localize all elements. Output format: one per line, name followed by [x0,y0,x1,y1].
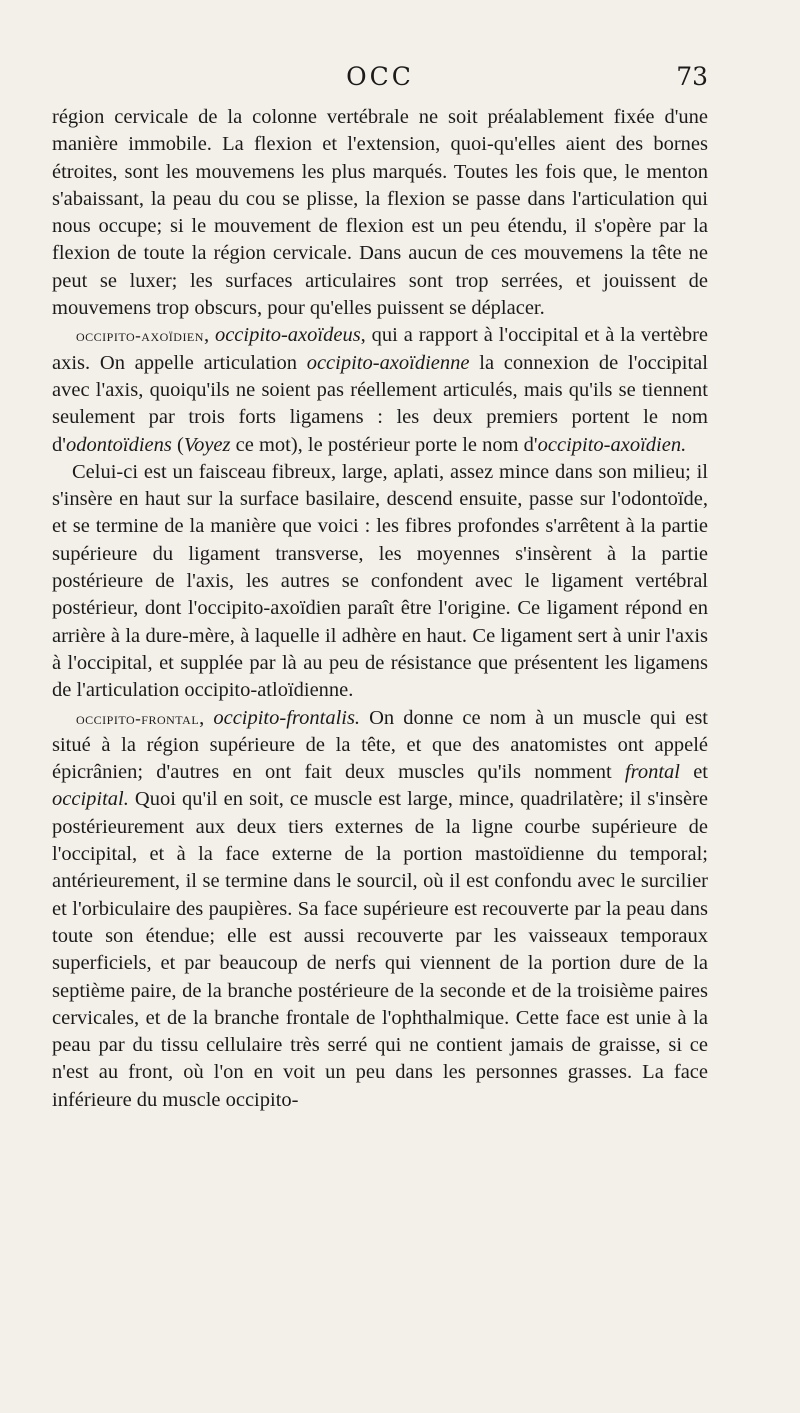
running-head [52,62,708,104]
entry-italic-term: Voyez [183,433,231,456]
entry-occipito-frontal: occipito-frontal, occipito-frontalis. On donne ce nom à un muscle qui est situé à la région supérieure de la tête, et que des anatomistes ont appelé épicrânien; d'autres en ont fait deux muscles qu'ils nomment frontal et occipital. Quoi qu'il en soit, ce muscle est large, mince, quadrilatère; il s'insère postérieurement aux deux tiers externes de la ligne courbe supérieure de l'occipital, et à la face externe de la portion mastoïdienne du temporal; antérieurement, il se termine dans le sourcil, où il est confondu avec le surcilier et l'orbiculaire des paupières. Sa face supérieure est recouverte par la peau dans toute son étendue; elle est aussi recouverte par les vaisseaux temporaux superficiels, et par beaucoup de nerfs qui viennent de la portion dure de la septième paire, de la branche postérieure de la seconde et de la troisième paires cervicales, et de la branche frontale de l'ophthalmique. Cette face est unie à la peau par du tissu cellulaire très serré qui ne contient jamais de graisse, si ce n'est au front, où l'on en voit un peu dans les personnes grasses. La face inférieure du muscle occipito- [52,706,709,1111]
body-text [52,104,708,1114]
entry-italic-term: odontoïdiens [65,433,172,456]
entry-latin-term: occipito-axoïdeus [214,324,361,347]
entry-text: ( [171,433,184,456]
entry-text: la connexion de l'occipital avec l'axis, quoiqu'ils ne soient pas réellement articulés, mais qu'ils se tiennent seulement par trois forts ligamens : les deux premiers portent le nom d' [52,351,708,456]
page-number: 73 [676,62,708,91]
paragraph-ligament: Celui-ci est un faisceau fibreux, large, aplati, assez mince dans son milieu; il s'insère en haut sur la surface basilaire, descend ensuite, passe sur l'odontoïde, et se termine de la manière que voici : les fibres profondes s'arrêtent à la partie supérieure du ligament transverse, les moyennes s'insèrent à la partie postérieure de l'axis, les autres se confondent avec le ligament vertébral postérieur, dont l'occipito-axoïdien paraît être l'origine. Ce ligament répond en arrière à la dure-mère, à laquelle il adhère en haut. Ce ligament sert à unir l'axis à l'occipital, et supplée par là au peu de résistance que présentent les ligamens de l'articulation occipito-atloïdienne. [52,460,708,702]
entry-headword: occipito-axoïdien [76,326,204,346]
entry-text: et [679,761,709,784]
entry-occipito-axoidien: occipito-axoïdien, occipito-axoïdeus, qui a rapport à l'occipital et à la vertèbre axis. On appelle articulation occipito-axoïdienne la connexion de l'occipital avec l'axis, quoiqu'ils ne soient pas réellement articulés, mais qu'ils se tiennent seulement par trois forts ligamens : les deux premiers portent le nom d'odontoïdiens (Voyez ce mot), le postérieur porte le nom d'occipito-axoïdien. [52,324,708,456]
entry-italic-term: occipito-axoïdien. [537,433,687,456]
entry-italic-term: frontal [624,761,680,784]
entry-text: Quoi qu'il en soit, ce muscle est large, mince, quadrilatère; il s'insère postérieurement aux deux tiers externes de la ligne courbe supérieure de l'occipital, et à la face externe de la portion mastoïdienne du temporal; antérieurement, il se termine dans le sourcil, où il est confondu avec le surcilier et l'orbiculaire des paupières. Sa face supérieure est recouverte par la peau dans toute son étendue; elle est aussi recouverte par les vaisseaux temporaux superficiels, et par beaucoup de nerfs qui viennent de la portion dure de la septième paire, de la branche postérieure de la seconde et de la troisième paires cervicales, et de la branche frontale de l'ophthalmique. Cette face est unie à la peau par du tissu cellulaire très serré qui ne contient jamais de graisse, si ce n'est au front, où l'on en voit un peu dans les personnes grasses. La face inférieure du muscle occipito- [52,788,708,1111]
entry-text: ce mot), le postérieur porte le nom d' [230,433,538,456]
paragraph-continuation: région cervicale de la colonne vertébrale ne soit préalablement fixée d'une manière immobile. La flexion et l'extension, quoi-qu'elles aient des bornes étroites, sont les mouvemens les plus marqués. Toutes les fois que, le menton s'abaissant, la peau du cou se plisse, la flexion se passe dans l'articulation qui nous occupe; si le mouvement de flexion est un peu étendu, il s'opère par la flexion de toute la région cervicale. Dans aucun de ces mouvemens la tête ne peut se luxer; les surfaces articulaires sont trop serrées, et jouissent de mouvemens trop obscurs, pour qu'elles puissent se déplacer. [52,106,708,320]
entry-text: , qui a rapport à l'occipital et à la vertèbre axis. On appelle articulation [52,324,708,374]
entry-text: On donne ce nom à un muscle qui est situé à la région supérieure de la tête, et que des anatomistes ont appelé épicrânien; d'autres en ont fait deux muscles qu'ils nomment [52,706,708,784]
entry-headword: occipito-frontal [76,708,200,728]
entry-italic-term: occipital. [52,788,129,811]
running-title: OCC [346,62,414,91]
entry-italic-term: occipito-axoïdienne [306,351,470,374]
entry-latin-term: occipito-frontalis. [213,706,361,729]
